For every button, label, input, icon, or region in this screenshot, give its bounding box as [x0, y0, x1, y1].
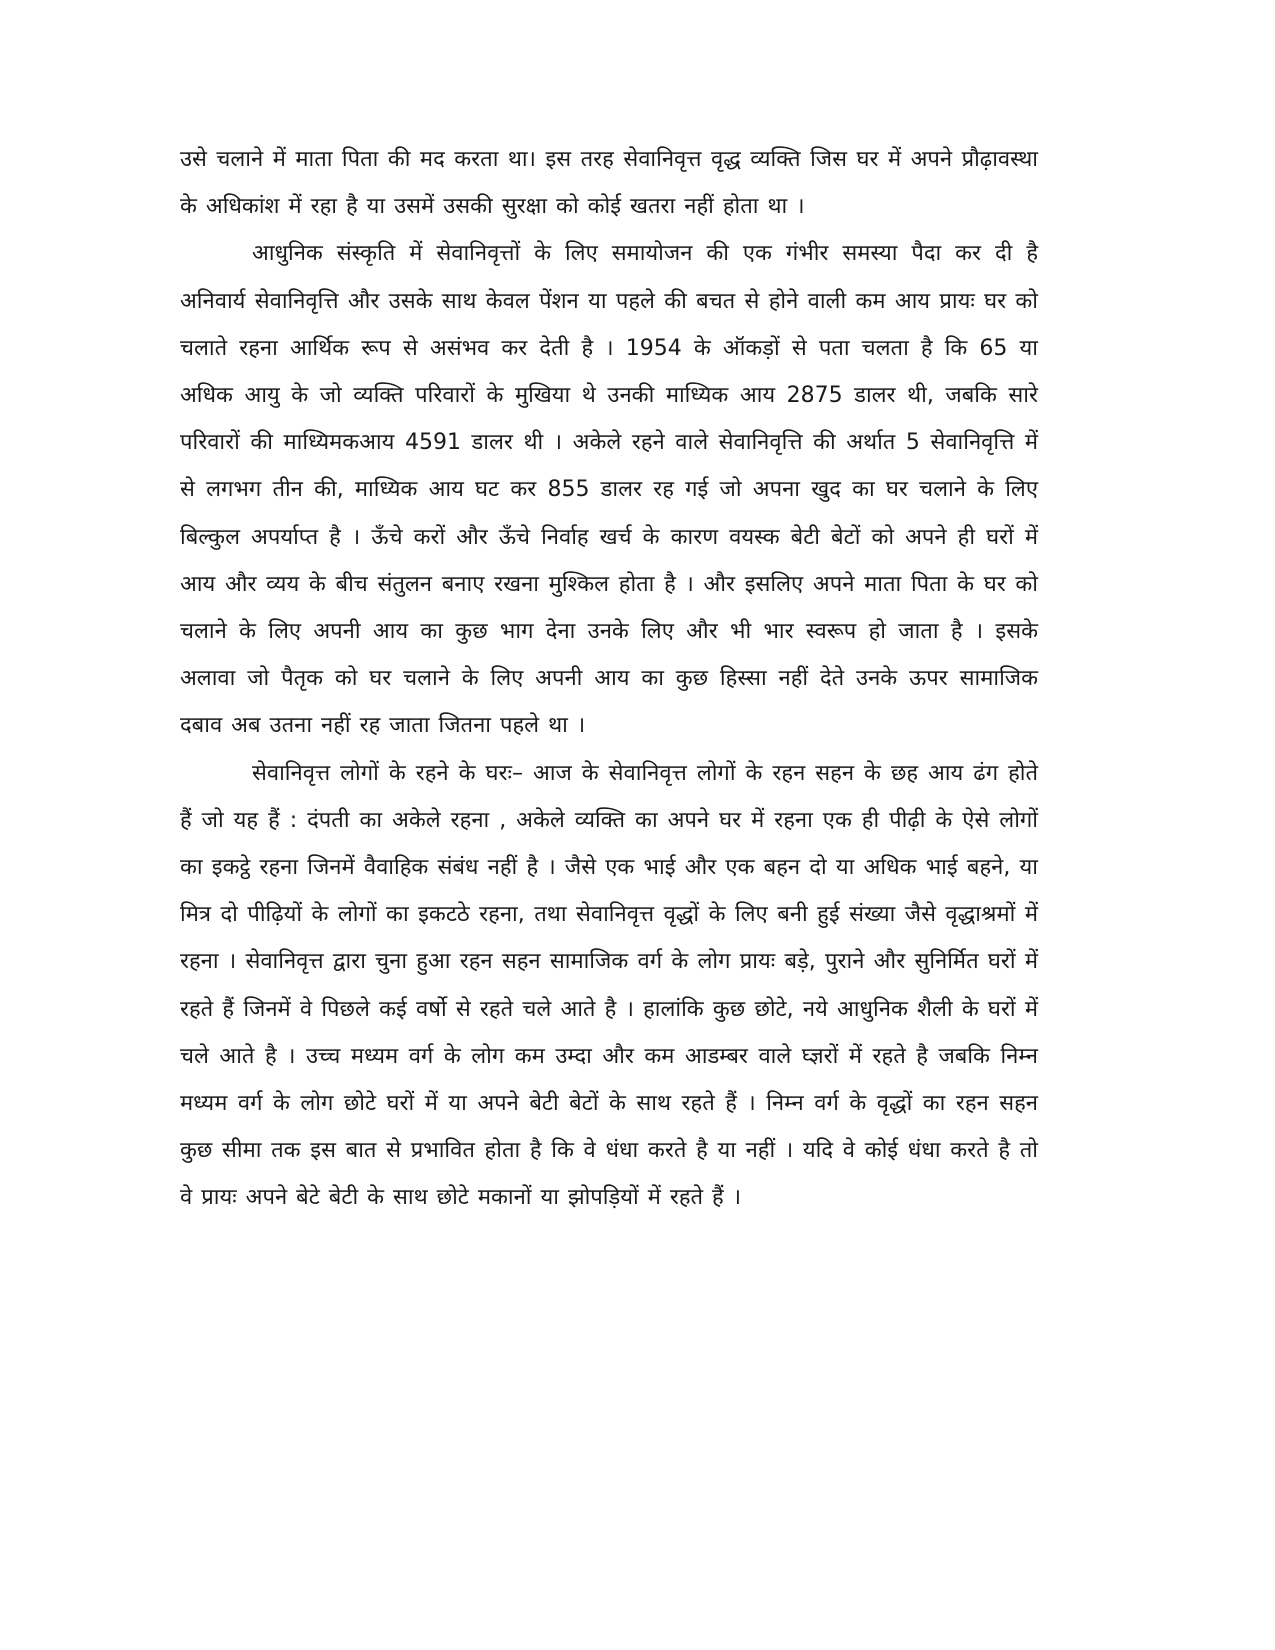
paragraph-continuation: उसे चलाने में माता पिता की मद करता था। इस तरह सेवानिवृत्त वृद्ध व्यक्ति जिस घर में अपने प्रौढ़ावस्था के अधिकांश में रहा है या उसमें उसकी सुरक्षा को कोई खतरा नहीं होता था ।: [180, 147, 1038, 220]
document-body: [180, 136, 1038, 1222]
paragraph-retiree-housing: सेवानिवृत्त लोगों के रहने के घरः– आज के सेवानिवृत्त लोगों के रहन सहन के छह आय ढंग होते हैं जो यह हैं : दंपती का अकेले रहना , अकेले व्यक्ति का अपने घर में रहना एक ही पीढ़ी के ऐसे लोगों का इकट्ठे रहना जिनमें वैवाहिक संबंध नहीं है । जैसे एक भाई और एक बहन दो या अधिक भाई बहने, या मित्र दो पीढ़ियों के लोगों का इकटठे रहना, तथा सेवानिवृत्त वृद्धों के लिए बनी हुई संख्या जैसे वृद्धाश्रमों में रहना । सेवानिवृत्त द्वारा चुना हुआ रहन सहन सामाजिक वर्ग के लोग प्रायः बड़े, पुराने और सुनिर्मित घरों में रहते हैं जिनमें वे पिछले कई वर्षो से रहते चले आते है । हालांकि कुछ छोटे, नये आधुनिक शैली के घरों में चले आते है । उच्च मध्यम वर्ग के लोग कम उम्दा और कम आडम्बर वाले घ्ज्ञरों में रहते है जबकि निम्न मध्यम वर्ग के लोग छोटे घरों में या अपने बेटी बेटों के साथ रहते हैं । निम्न वर्ग के वृद्धों का रहन सहन कुछ सीमा तक इस बात से प्रभावित होता है कि वे धंधा करते है या नहीं । यदि वे कोई धंधा करते है तो वे प्रायः अपने बेटे बेटी के साथ छोटे मकानों या झोपड़ियों में रहते हैं ।: [180, 760, 1038, 1211]
paragraph-modern-culture: आधुनिक संस्कृति में सेवानिवृत्तों के लिए समायोजन की एक गंभीर समस्या पैदा कर दी है अनिवार्य सेवानिवृत्ति और उसके साथ केवल पेंशन या पहले की बचत से होने वाली कम आय प्रायः घर को चलाते रहना आर्थिक रूप से असंभव कर देती है । 1954 के ऑकड़ों से पता चलता है कि 65 या अधिक आयु के जो व्यक्ति परिवारों के मुखिया थे उनकी माध्यिक आय 2875 डालर थी, जबकि सारे परिवारों की माध्यिमकआय 4591 डालर थी । अकेले रहने वाले सेवानिवृत्ति की अर्थात 5 सेवानिवृत्ति में से लगभग तीन की, माध्यिक आय घट कर 855 डालर रह गई जो अपना खुद का घर चलाने के लिए बिल्कुल अपर्याप्त है । ऊँचे करों और ऊँचे निर्वाह खर्च के कारण वयस्क बेटी बेटों को अपने ही घरों में आय और व्यय के बीच संतुलन बनाए रखना मुश्किल होता है । और इसलिए अपने माता पिता के घर को चलाने के लिए अपनी आय का कुछ भाग देना उनके लिए और भी भार स्वरूप हो जाता है । इसके अलावा जो पैतृक को घर चलाने के लिए अपनी आय का कुछ हिस्सा नहीं देते उनके ऊपर सामाजिक दबाव अब उतना नहीं रह जाता जितना पहले था ।: [180, 241, 1038, 739]
